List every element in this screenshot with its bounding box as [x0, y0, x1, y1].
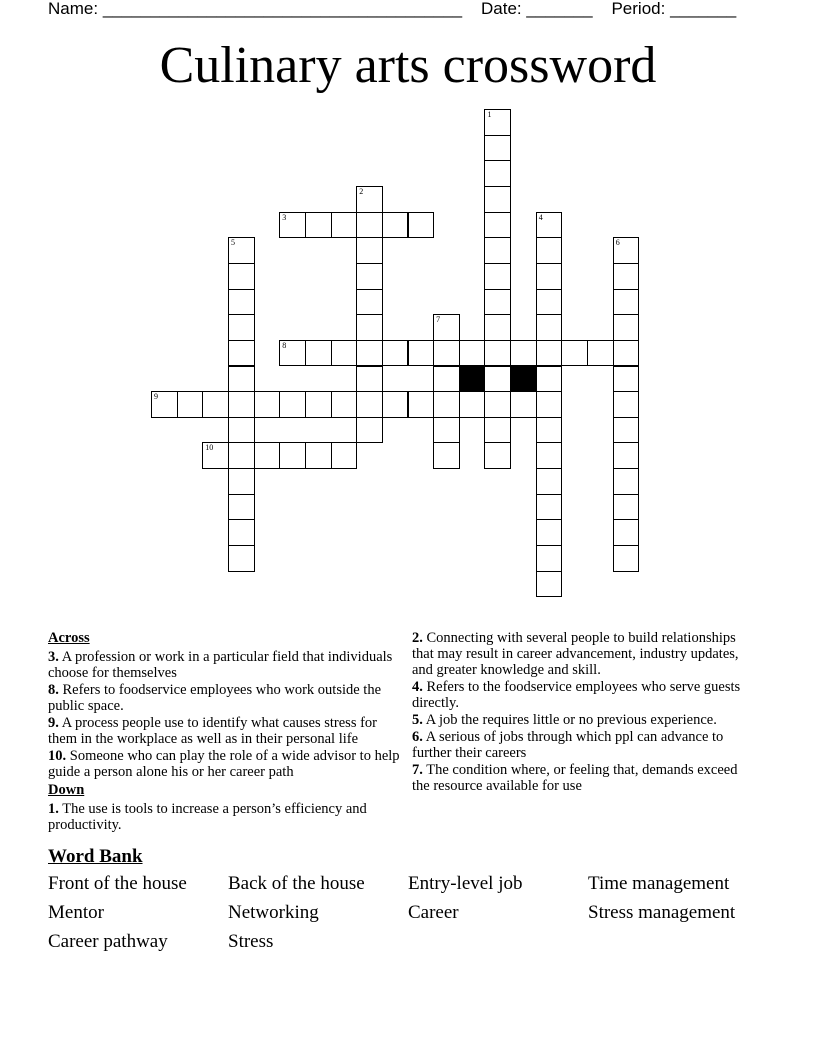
crossword-letter-input[interactable] [485, 213, 510, 238]
crossword-letter-input[interactable] [229, 238, 254, 263]
crossword-cell[interactable] [382, 212, 409, 239]
clue-text: Connecting with several people to build relationships that may result in career advancement, industry updates, and greater knowledge and skill. [412, 630, 739, 678]
crossword-cell[interactable] [202, 442, 229, 469]
clue-number: 8. [48, 682, 59, 698]
crossword-letter-input[interactable] [434, 341, 459, 366]
crossword-letter-input[interactable] [383, 213, 408, 238]
crossword-letter-input[interactable] [409, 213, 434, 238]
crossword-letter-input[interactable] [280, 392, 305, 417]
crossword-letter-input[interactable] [537, 341, 562, 366]
crossword-cell[interactable] [408, 391, 435, 418]
crossword-cell[interactable] [331, 340, 358, 367]
crossword-letter-input[interactable] [614, 315, 639, 340]
crossword-letter-input[interactable] [614, 238, 639, 263]
crossword-letter-input[interactable] [152, 392, 177, 417]
crossword-letter-input[interactable] [357, 367, 382, 392]
clue-number-label: 2 [359, 186, 364, 196]
crossword-cell[interactable] [536, 494, 563, 521]
crossword-cell[interactable] [613, 391, 640, 418]
crossword-cell[interactable] [228, 442, 255, 469]
crossword-cell[interactable] [459, 340, 486, 367]
crossword-letter-input[interactable] [357, 213, 382, 238]
crossword-cell[interactable] [228, 237, 255, 264]
crossword-letter-input[interactable] [357, 238, 382, 263]
crossword-cell[interactable] [536, 571, 563, 598]
crossword-cell[interactable] [484, 417, 511, 444]
clue-down-2 [412, 630, 752, 678]
word-bank-item: Back of the house [228, 873, 365, 894]
name-blank[interactable]: ______________________________________ [102, 0, 463, 18]
crossword-cell[interactable] [484, 442, 511, 469]
crossword-cell[interactable] [536, 545, 563, 572]
crossword-letter-input[interactable] [332, 392, 357, 417]
crossword-cell[interactable] [536, 289, 563, 316]
crossword-cell[interactable] [228, 314, 255, 341]
crossword-cell[interactable] [228, 519, 255, 546]
crossword-cell[interactable] [484, 289, 511, 316]
crossword-letter-input[interactable] [511, 392, 536, 417]
crossword-letter-input[interactable] [229, 495, 254, 520]
crossword-cell[interactable] [279, 340, 306, 367]
crossword-letter-input[interactable] [357, 290, 382, 315]
crossword-cell[interactable] [228, 391, 255, 418]
crossword-cell[interactable] [228, 545, 255, 572]
crossword-letter-input[interactable] [614, 392, 639, 417]
crossword-cell[interactable] [484, 212, 511, 239]
crossword-letter-input[interactable] [255, 443, 280, 468]
crossword-cell[interactable] [305, 391, 332, 418]
crossword-letter-input[interactable] [460, 341, 485, 366]
crossword-letter-input[interactable] [229, 341, 254, 366]
crossword-letter-input[interactable] [306, 341, 331, 366]
clue-number-label: 5 [230, 238, 235, 248]
crossword-letter-input[interactable] [562, 341, 587, 366]
clue-number: 4. [412, 679, 423, 695]
word-bank-item: Stress management [588, 902, 736, 923]
crossword-cell[interactable] [279, 442, 306, 469]
crossword-cell[interactable] [356, 417, 383, 444]
crossword-cell[interactable] [536, 391, 563, 418]
crossword-letter-input[interactable] [229, 392, 254, 417]
clue-number: 5. [412, 712, 423, 728]
word-bank-item: Mentor [48, 902, 104, 923]
crossword-letter-input[interactable] [614, 341, 639, 366]
crossword-letter-input[interactable] [255, 392, 280, 417]
crossword-cell[interactable] [536, 237, 563, 264]
crossword-cell[interactable] [151, 391, 178, 418]
clue-number: 10. [48, 748, 67, 764]
crossword-letter-input[interactable] [614, 264, 639, 289]
clue-number-label: 7 [436, 315, 441, 325]
crossword-cell[interactable] [433, 366, 460, 393]
crossword-cell[interactable] [254, 391, 281, 418]
crossword-letter-input[interactable] [485, 367, 510, 392]
crossword-letter-input[interactable] [280, 341, 305, 366]
crossword-letter-input[interactable] [203, 392, 228, 417]
crossword-letter-input[interactable] [383, 392, 408, 417]
crossword-letter-input[interactable] [357, 341, 382, 366]
crossword-cell[interactable] [510, 391, 537, 418]
clue-text: A profession or work in a particular field that individuals choose for themselves [48, 649, 393, 681]
crossword-cell[interactable] [613, 519, 640, 546]
crossword-cell[interactable] [408, 212, 435, 239]
clue-number: 3. [48, 649, 59, 665]
crossword-letter-input[interactable] [280, 443, 305, 468]
crossword-letter-input[interactable] [485, 161, 510, 186]
clue-number: 1. [48, 801, 59, 817]
crossword-cell[interactable] [228, 340, 255, 367]
crossword-letter-input[interactable] [357, 392, 382, 417]
word-bank [48, 874, 808, 951]
crossword-letter-input[interactable] [409, 392, 434, 417]
crossword-cell[interactable] [279, 391, 306, 418]
clue-text: A process people use to identify what causes stress for them in the workplace as well as in their personal life [48, 715, 378, 747]
down-heading: Down [48, 782, 85, 798]
crossword-cell[interactable] [484, 186, 511, 213]
crossword-letter-input[interactable] [537, 469, 562, 494]
crossword-cell[interactable] [433, 417, 460, 444]
crossword-letter-input[interactable] [229, 315, 254, 340]
crossword-cell[interactable] [510, 340, 537, 367]
crossword-letter-input[interactable] [306, 392, 331, 417]
crossword-cell[interactable] [228, 494, 255, 521]
crossword-letter-input[interactable] [332, 443, 357, 468]
crossword-letter-input[interactable] [485, 443, 510, 468]
crossword-cell[interactable] [356, 289, 383, 316]
crossword-cell[interactable] [484, 263, 511, 290]
crossword-letter-input[interactable] [537, 495, 562, 520]
clue-number-label: 4 [538, 212, 543, 222]
crossword-cell[interactable] [356, 263, 383, 290]
crossword-cell[interactable] [613, 263, 640, 290]
crossword-cell[interactable] [305, 340, 332, 367]
crossword-letter-input[interactable] [614, 443, 639, 468]
clue-number-label: 10 [205, 443, 214, 453]
crossword-cell[interactable] [331, 212, 358, 239]
clue-text: A job the requires little or no previous experience. [425, 712, 717, 728]
crossword-letter-input[interactable] [306, 443, 331, 468]
crossword-cell[interactable] [228, 289, 255, 316]
crossword-letter-input[interactable] [485, 238, 510, 263]
crossword-letter-input[interactable] [357, 315, 382, 340]
crossword-cell[interactable] [356, 314, 383, 341]
crossword-cell[interactable] [613, 289, 640, 316]
crossword-letter-input[interactable] [614, 418, 639, 443]
crossword-cell[interactable] [536, 468, 563, 495]
crossword-letter-input[interactable] [537, 290, 562, 315]
crossword-letter-input[interactable] [537, 443, 562, 468]
crossword-cell[interactable] [356, 212, 383, 239]
crossword-letter-input[interactable] [537, 418, 562, 443]
crossword-cell[interactable] [613, 442, 640, 469]
crossword-letter-input[interactable] [434, 367, 459, 392]
clue-down-4 [412, 679, 752, 711]
crossword-letter-input[interactable] [614, 290, 639, 315]
crossword-letter-input[interactable] [357, 418, 382, 443]
date-label: Date: [481, 0, 522, 18]
crossword-letter-input[interactable] [614, 546, 639, 571]
crossword-letter-input[interactable] [332, 341, 357, 366]
date-blank[interactable]: _______ [526, 0, 593, 18]
crossword-letter-input[interactable] [229, 469, 254, 494]
clue-text: Refers to foodservice employees who work outside the public space. [48, 682, 382, 714]
crossword-cell[interactable] [484, 160, 511, 187]
clue-text: Someone who can play the role of a wide advisor to help guide a person alone his or her career path [48, 748, 400, 780]
crossword-cell[interactable] [279, 212, 306, 239]
crossword-letter-input[interactable] [203, 443, 228, 468]
crossword-black-cell [510, 366, 537, 393]
clues-right-column [412, 630, 752, 795]
crossword-cell[interactable] [536, 212, 563, 239]
crossword-cell[interactable] [613, 237, 640, 264]
crossword-letter-input[interactable] [332, 213, 357, 238]
clue-number: 9. [48, 715, 59, 731]
crossword-letter-input[interactable] [485, 187, 510, 212]
crossword-cell[interactable] [484, 314, 511, 341]
crossword-cell[interactable] [613, 417, 640, 444]
crossword-cell[interactable] [587, 340, 614, 367]
clue-across-10 [48, 748, 404, 780]
clue-number: 6. [412, 729, 423, 745]
crossword-cell[interactable] [484, 391, 511, 418]
word-bank-item: Career [408, 902, 459, 923]
clue-down-7 [412, 762, 752, 794]
period-blank[interactable]: _______ [670, 0, 737, 18]
crossword-letter-input[interactable] [434, 443, 459, 468]
crossword-letter-input[interactable] [460, 392, 485, 417]
crossword-letter-input[interactable] [537, 213, 562, 238]
crossword-cell[interactable] [613, 494, 640, 521]
crossword-cell[interactable] [484, 237, 511, 264]
crossword-cell[interactable] [484, 135, 511, 162]
crossword-cell[interactable] [484, 366, 511, 393]
clue-down-5 [412, 712, 752, 728]
crossword-cell[interactable] [433, 391, 460, 418]
clue-number-label: 9 [154, 392, 158, 402]
crossword-cell[interactable] [536, 314, 563, 341]
crossword-letter-input[interactable] [409, 341, 434, 366]
clue-text: The use is tools to increase a person’s efficiency and productivity. [48, 801, 367, 833]
crossword-cell[interactable] [536, 263, 563, 290]
clue-number-label: 1 [487, 110, 492, 119]
crossword-letter-input[interactable] [485, 110, 510, 135]
clue-down-1 [48, 801, 404, 833]
crossword-letter-input[interactable] [306, 213, 331, 238]
crossword-letter-input[interactable] [614, 367, 639, 392]
crossword-cell[interactable] [484, 109, 511, 136]
crossword-letter-input[interactable] [229, 290, 254, 315]
crossword-letter-input[interactable] [511, 341, 536, 366]
crossword-cell[interactable] [228, 468, 255, 495]
crossword-letter-input[interactable] [229, 443, 254, 468]
crossword-cell[interactable] [484, 340, 511, 367]
crossword-cell[interactable] [536, 366, 563, 393]
crossword-cell[interactable] [331, 442, 358, 469]
crossword-cell[interactable] [356, 237, 383, 264]
crossword-letter-input[interactable] [357, 264, 382, 289]
clues-left-column [48, 630, 404, 834]
crossword-letter-input[interactable] [357, 187, 382, 212]
crossword-cell[interactable] [459, 391, 486, 418]
crossword-cell[interactable] [613, 340, 640, 367]
crossword-letter-input[interactable] [614, 520, 639, 545]
name-label: Name: [48, 0, 99, 18]
crossword-letter-input[interactable] [537, 546, 562, 571]
crossword-letter-input[interactable] [485, 341, 510, 366]
crossword-letter-input[interactable] [537, 572, 562, 597]
crossword-cell[interactable] [356, 391, 383, 418]
crossword-letter-input[interactable] [614, 495, 639, 520]
word-bank-heading: Word Bank [48, 846, 143, 867]
crossword-letter-input[interactable] [229, 546, 254, 571]
clue-text: The condition where, or feeling that, demands exceed the resource available for use [412, 762, 738, 794]
crossword-cell[interactable] [536, 519, 563, 546]
page-title: Culinary arts crossword [159, 37, 657, 94]
crossword-black-cell [459, 366, 486, 393]
crossword-cell[interactable] [254, 442, 281, 469]
crossword-letter-input[interactable] [537, 392, 562, 417]
crossword-cell[interactable] [382, 391, 409, 418]
word-bank-item: Career pathway [48, 931, 168, 952]
crossword-cell[interactable] [228, 366, 255, 393]
crossword-letter-input[interactable] [280, 213, 305, 238]
crossword-cell[interactable] [177, 391, 204, 418]
crossword-cell[interactable] [433, 442, 460, 469]
word-bank-item: Stress [228, 931, 274, 952]
crossword-letter-input[interactable] [229, 367, 254, 392]
crossword-cell[interactable] [433, 340, 460, 367]
crossword-cell[interactable] [613, 545, 640, 572]
across-heading: Across [48, 630, 90, 646]
crossword-cell[interactable] [228, 417, 255, 444]
clue-number-label: 8 [282, 340, 287, 350]
crossword-cell[interactable] [202, 391, 229, 418]
crossword-letter-input[interactable] [614, 469, 639, 494]
crossword-letter-input[interactable] [178, 392, 203, 417]
crossword-cell[interactable] [356, 366, 383, 393]
crossword-letter-input[interactable] [537, 238, 562, 263]
crossword-cell[interactable] [305, 442, 332, 469]
crossword-letter-input[interactable] [537, 367, 562, 392]
clue-number-label: 6 [615, 238, 620, 248]
crossword-letter-input[interactable] [229, 264, 254, 289]
crossword-letter-input[interactable] [229, 418, 254, 443]
word-bank-item: Time management [588, 873, 730, 894]
crossword-letter-input[interactable] [434, 418, 459, 443]
crossword-cell[interactable] [613, 468, 640, 495]
clue-across-9 [48, 715, 404, 747]
crossword-cell[interactable] [561, 340, 588, 367]
crossword-letter-input[interactable] [485, 315, 510, 340]
crossword-letter-input[interactable] [485, 136, 510, 161]
crossword-letter-input[interactable] [485, 290, 510, 315]
crossword-letter-input[interactable] [229, 520, 254, 545]
crossword-letter-input[interactable] [537, 520, 562, 545]
crossword-cell[interactable] [433, 314, 460, 341]
clue-number-label: 3 [282, 212, 287, 222]
crossword-cell[interactable] [382, 340, 409, 367]
crossword-letter-input[interactable] [588, 341, 613, 366]
clue-number: 7. [412, 762, 423, 778]
crossword-cell[interactable] [331, 391, 358, 418]
clue-across-8 [48, 682, 404, 714]
crossword-letter-input[interactable] [383, 341, 408, 366]
clue-text: Refers to the foodservice employees who serve guests directly. [412, 679, 741, 711]
crossword-letter-input[interactable] [537, 315, 562, 340]
crossword-cell[interactable] [613, 314, 640, 341]
crossword-letter-input[interactable] [434, 315, 459, 340]
crossword-cell[interactable] [536, 340, 563, 367]
crossword-cell[interactable] [356, 186, 383, 213]
period-label: Period: [611, 0, 666, 18]
crossword-letter-input[interactable] [485, 264, 510, 289]
crossword-cell[interactable] [408, 340, 435, 367]
crossword-cell[interactable] [536, 442, 563, 469]
crossword-letter-input[interactable] [485, 418, 510, 443]
crossword-cell[interactable] [356, 340, 383, 367]
clue-across-3 [48, 649, 404, 681]
crossword-cell[interactable] [536, 417, 563, 444]
word-bank-item: Networking [228, 902, 319, 923]
word-bank-item: Front of the house [48, 873, 187, 894]
clue-number: 2. [412, 630, 423, 646]
crossword-cell[interactable] [228, 263, 255, 290]
crossword-letter-input[interactable] [485, 392, 510, 417]
clue-down-6 [412, 729, 752, 761]
crossword-letter-input[interactable] [434, 392, 459, 417]
crossword-cell[interactable] [613, 366, 640, 393]
clue-text: A serious of jobs through which ppl can advance to further their careers [412, 729, 724, 761]
word-bank-item: Entry-level job [408, 873, 523, 894]
crossword-cell[interactable] [305, 212, 332, 239]
crossword-letter-input[interactable] [537, 264, 562, 289]
